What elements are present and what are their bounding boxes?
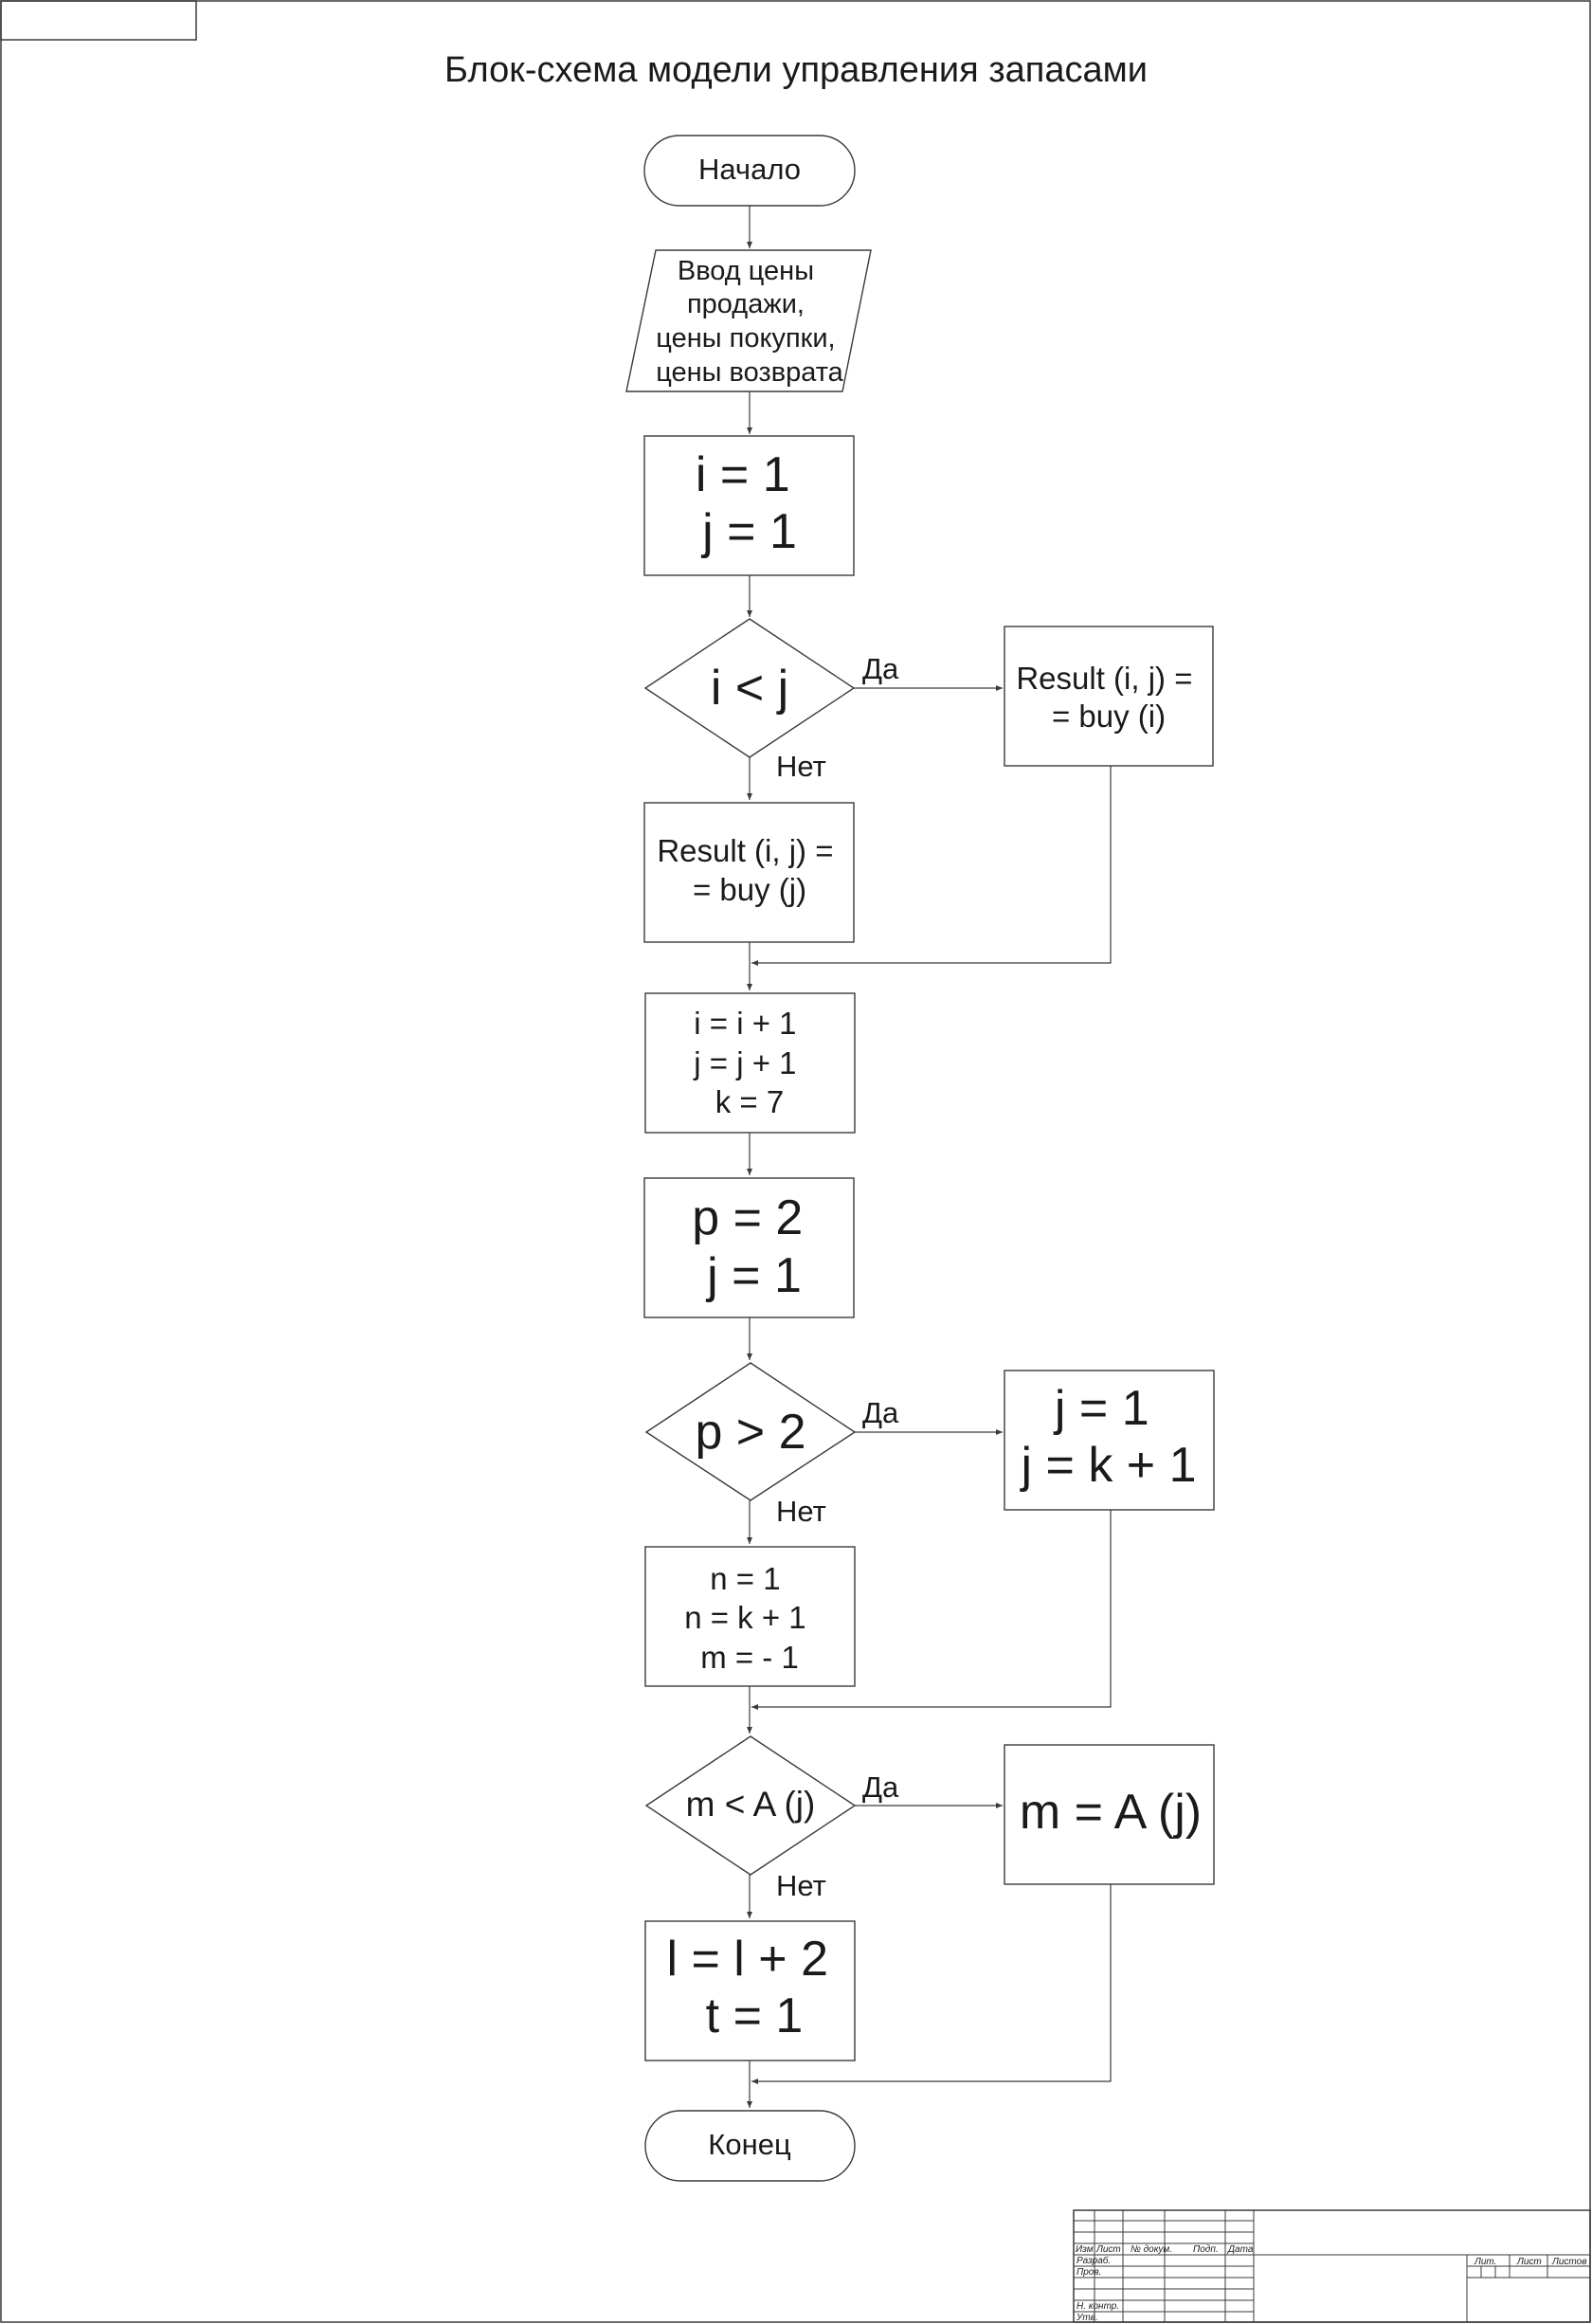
increment-line-1: i = i + 1 (694, 1006, 797, 1041)
init-node (644, 436, 854, 575)
no-3-node (645, 1921, 855, 2061)
stamp-header-sign: Подп. (1193, 2244, 1219, 2255)
stamp-header-list: Лист (1096, 2244, 1121, 2255)
stamp-header-doc: № докум. (1131, 2244, 1173, 2255)
no-1-node (644, 803, 854, 942)
svg-text:Лит. Лист Листов (1474, 2257, 1586, 2267)
decision-2-yes-label: Да (862, 1396, 899, 1429)
decision-2-node (646, 1363, 855, 1500)
stamp-right-list: Лист (1517, 2257, 1542, 2267)
decision-3-no-label: Нет (776, 1869, 826, 1902)
yes-2-node (1004, 1371, 1214, 1510)
no-3-line-1: l = l + 2 (666, 1932, 829, 1987)
yes-3-node (1004, 1745, 1214, 1884)
yes-1-line-1: Result (i, j) = (1016, 661, 1193, 696)
decision-3-yes-label: Да (862, 1770, 899, 1804)
decision-3-node (646, 1736, 855, 1875)
yes-3-line-1: m = A (j) (1019, 1785, 1203, 1840)
input-line-3: цены покупки, (656, 323, 836, 354)
no-3-line-2: t = 1 (705, 1988, 804, 2043)
stamp-row-approved: Утв. (1076, 2313, 1098, 2323)
start-node (644, 136, 855, 206)
diagram-title: Блок-схема модели управления запасами (443, 50, 1149, 90)
input-line-2: продажи, (686, 289, 805, 319)
yes-2-line-2: j = k + 1 (1021, 1438, 1197, 1493)
decision-1-node (645, 619, 854, 757)
input-line-4: цены возврата (656, 357, 843, 388)
stamp-header-izm: Изм (1076, 2244, 1094, 2255)
assign-2-node (644, 1178, 854, 1317)
stamp-row-norm-control: Н. контр. (1076, 2301, 1120, 2312)
stamp-row-developer: Разраб. (1076, 2256, 1112, 2266)
corner-stamp-box (1, 1, 196, 40)
no-2-node (645, 1547, 855, 1686)
yes-1-line-2: = buy (i) (1051, 699, 1167, 734)
input-line-1: Ввод цены (677, 256, 815, 286)
stamp-header-date: Дата (1228, 2244, 1254, 2255)
no-2-line-2: n = k + 1 (684, 1600, 806, 1635)
stamp-right-lit: Лит. (1474, 2257, 1497, 2267)
svg-text:Изм Лист № докум. (1076, 2244, 1254, 2255)
title-block (1074, 2210, 1590, 2323)
increment-node (645, 993, 855, 1133)
init-line-1: i = 1 (695, 447, 790, 502)
increment-line-3: k = 7 (715, 1084, 785, 1119)
yes-2-line-1: j = 1 (1054, 1381, 1149, 1436)
end-node (645, 2111, 855, 2181)
no-1-line-1: Result (i, j) = (657, 833, 834, 868)
decision-1-label: i < j (710, 661, 789, 716)
end-label: Конец (708, 2128, 791, 2161)
decision-1-yes-label: Да (862, 652, 899, 685)
decision-3-label: m < A (j) (685, 1785, 816, 1824)
no-2-line-1: n = 1 (710, 1561, 781, 1596)
decision-2-label: p > 2 (695, 1405, 806, 1460)
stamp-right-listov: Листов (1552, 2257, 1587, 2267)
no-1-line-2: = buy (j) (692, 872, 807, 907)
assign-2-line-2: j = 1 (707, 1248, 802, 1303)
no-2-line-3: m = - 1 (700, 1640, 799, 1675)
yes-1-node (1004, 626, 1213, 766)
decision-1-no-label: Нет (776, 750, 826, 783)
increment-line-2: j = j + 1 (694, 1045, 797, 1080)
start-label: Начало (697, 153, 802, 186)
init-line-2: j = 1 (702, 504, 797, 559)
stamp-row-checked: Пров. (1076, 2267, 1102, 2278)
assign-2-line-1: p = 2 (692, 1190, 804, 1245)
input-node (626, 250, 871, 391)
decision-2-no-label: Нет (776, 1495, 826, 1528)
